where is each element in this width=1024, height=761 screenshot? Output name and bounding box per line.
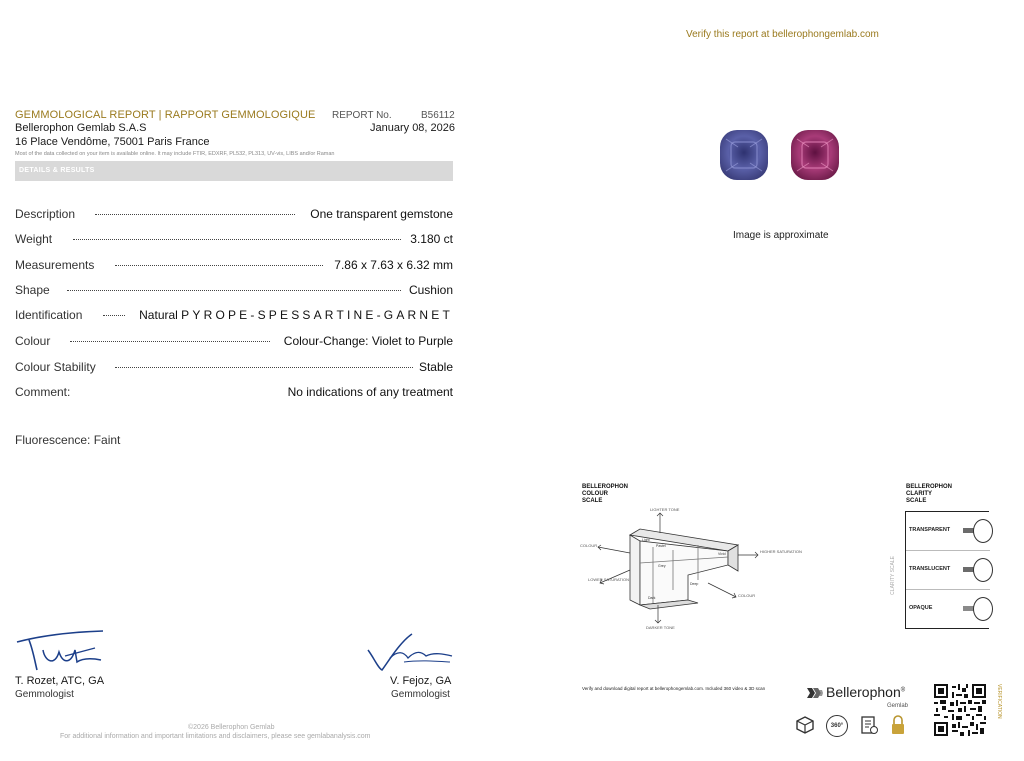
clarity-side-label: CLARITY SCALE [890,556,896,595]
gem-daylight [720,130,768,180]
detail-label: Identification [15,308,83,322]
title-line: SCALE [582,498,603,504]
title-line: BELLEROPHON [582,484,629,490]
cell-deep: Deep [690,582,699,586]
company-name: Bellerophon Gemlab S.A.S [15,122,147,134]
signer-name: T. Rozet, ATC, GA [15,675,105,687]
dot-leader [70,338,270,342]
detail-row-weight [15,232,453,248]
brand-text: Bellerophon [826,684,901,700]
title-line: CLARITY [906,491,932,497]
detail-value-prefix: Natural [139,308,178,322]
title-line: SCALE [906,498,927,504]
label-colour-right: COLOUR [738,593,756,598]
gem-image [718,127,848,182]
clarity-scale-title [906,484,952,505]
title-line: COLOUR [582,491,608,497]
detail-label: Comment: [15,385,71,399]
brand-sub: Gemlab [887,703,909,709]
dot-leader [115,262,323,266]
clarity-level-opaque [906,590,990,628]
label-higher-saturation: HIGHER SATURATION [760,549,802,554]
cell-vivid: Vivid [718,552,726,556]
brand-name: Bellerophon® [826,684,906,700]
detail-row-description [15,207,453,223]
detail-row-comment [15,385,453,401]
dot-leader [103,312,125,316]
qr-code[interactable] [934,684,986,736]
dot-leader [115,364,413,368]
section-title: DETAILS & RESULTS [19,167,95,174]
clarity-level-transparent [906,512,990,550]
colour-scale-title [582,484,628,505]
detail-value: Stable [416,360,453,374]
colour-scale-diagram [578,505,808,630]
detail-value: Cushion [406,283,453,297]
signer-name: V. Fejoz, GA [390,675,452,687]
detail-row-identification [15,308,453,324]
title-line: BELLEROPHON [906,484,953,490]
detail-label: Shape [15,283,50,297]
detail-value: No indications of any treatment [285,385,453,399]
detail-label: Description [15,207,76,221]
verification-label: VERIFICATION [996,684,1002,719]
gem-incandescent [791,130,839,180]
dot-leader [73,236,401,240]
cell-dark: Dark [648,596,656,600]
clarity-circle [973,558,993,582]
dot-leader [95,211,295,215]
data-note: Most of the data collected on your item is available online. It may include FTIR, EDXRF, PL532, PL313, UV-vis, LIBS and/or Raman [15,151,335,157]
signer-role: Gemmologist [15,689,74,700]
report-number: B56112 [421,110,455,121]
clarity-scale-box [905,511,989,629]
clarity-level-translucent [906,551,990,589]
clarity-circle [973,519,993,543]
document-icon [858,714,880,736]
fluorescence: Fluorescence: Faint [15,433,121,447]
image-caption: Image is approximate [733,230,829,241]
dot-leader [67,287,401,291]
cell-pastel: Pastel [656,544,666,548]
label-colour-left: COLOUR [580,543,598,548]
signature-fejoz [364,628,454,673]
detail-label: Colour [15,334,51,348]
detail-label: Measurements [15,258,95,272]
cell-grey: Grey [658,564,666,568]
3d-scan-icon [794,714,816,736]
cell-light: Light [642,538,650,542]
details-results-bar [15,161,453,181]
signature-rozet [15,628,105,673]
clarity-level-label: TRANSPARENT [909,527,951,533]
verify-link[interactable]: Verify this report at bellerophongemlab.com [686,29,879,40]
detail-value: 7.86 x 7.63 x 6.32 mm [331,258,453,272]
clarity-level-label: OPAQUE [909,605,933,611]
copyright: ©2026 Bellerophon Gemlab [188,724,275,731]
label-lighter: LIGHTER TONE [650,507,680,512]
clarity-level-label: TRANSLUCENT [909,566,951,572]
detail-label: Colour Stability [15,360,96,374]
detail-value [136,308,453,322]
report-no-label: REPORT No. [332,110,392,121]
detail-label: Weight [15,232,53,246]
detail-value: Colour-Change: Violet to Purple [281,334,453,348]
360-video-icon: 360° [826,715,848,737]
company-address: 16 Place Vendôme, 75001 Paris France [15,136,210,148]
label-lower-saturation: LOWER SATURATION [588,577,629,582]
label-darker: DARKER TONE [646,625,675,630]
detail-row-colour [15,334,453,350]
lock-icon [889,714,907,736]
disclaimer: For additional information and important limitations and disclaimers, please see gemlabanalysis.com [60,733,371,740]
detail-value: One transparent gemstone [307,207,453,221]
gem-species: PYROPE-SPESSARTINE-GARNET [181,308,453,322]
signer-role: Gemmologist [391,689,450,700]
detail-row-shape [15,283,453,299]
bellerophon-logo-icon [806,686,824,700]
clarity-circle [973,597,993,621]
detail-value: 3.180 ct [407,232,453,246]
report-date: January 08, 2026 [370,122,456,134]
verify-download-text: Verify and download digital report at bellerophongemlab.com. Included 360 video & 3D scan [582,686,766,691]
detail-row-colour-stability [15,360,453,376]
report-title: GEMMOLOGICAL REPORT | RAPPORT GEMMOLOGIQUE [15,109,316,121]
detail-row-measurements [15,258,453,274]
